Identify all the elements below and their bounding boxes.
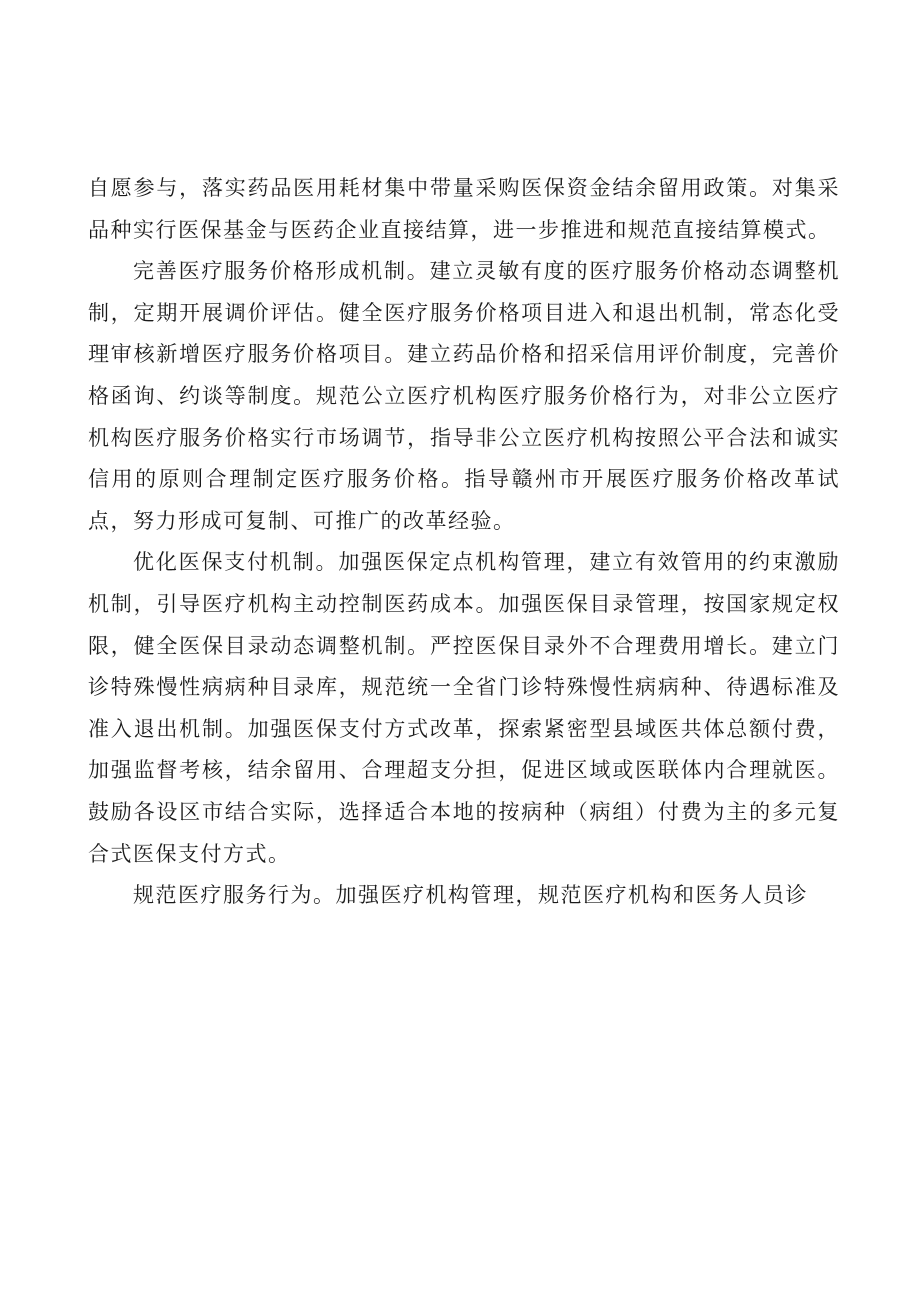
paragraph-2: 完善医疗服务价格形成机制。建立灵敏有度的医疗服务价格动态调整机制，定期开展调价评估。健全医疗服务价格项目进入和退出机制，常态化受理审核新增医疗服务价格项目。建立药品价格和招采信用评价制度，完善价格函询、约谈等制度。规范公立医疗机构医疗服务价格行为，对非公立医疗机构医疗服务价格实行市场调节，指导非公立医疗机构按照公平合法和诚实信用的原则合理制定医疗服务价格。指导赣州市开展医疗服务价格改革试点，努力形成可复制、可推广的改革经验。: [88, 259, 840, 533]
paragraph-4: 规范医疗服务行为。加强医疗机构管理，规范医疗机构和医务人员诊: [133, 883, 808, 908]
document-body: [88, 168, 840, 917]
paragraph-1: 自愿参与，落实药品医用耗材集中带量采购医保资金结余留用政策。对集采品种实行医保基金与医药企业直接结算，进一步推进和规范直接结算模式。: [88, 176, 840, 242]
paragraph-3: 优化医保支付机制。加强医保定点机构管理，建立有效管用的约束激励机制，引导医疗机构主动控制医药成本。加强医保目录管理，按国家规定权限，健全医保目录动态调整机制。严控医保目录外不合理费用增长。建立门诊特殊慢性病病种目录库，规范统一全省门诊特殊慢性病病种、待遇标准及准入退出机制。加强医保支付方式改革，探索紧密型县域医共体总额付费，加强监督考核，结余留用、合理超支分担，促进区域或医联体内合理就医。鼓励各设区市结合实际，选择适合本地的按病种（病组）付费为主的多元复合式医保支付方式。: [88, 550, 840, 866]
